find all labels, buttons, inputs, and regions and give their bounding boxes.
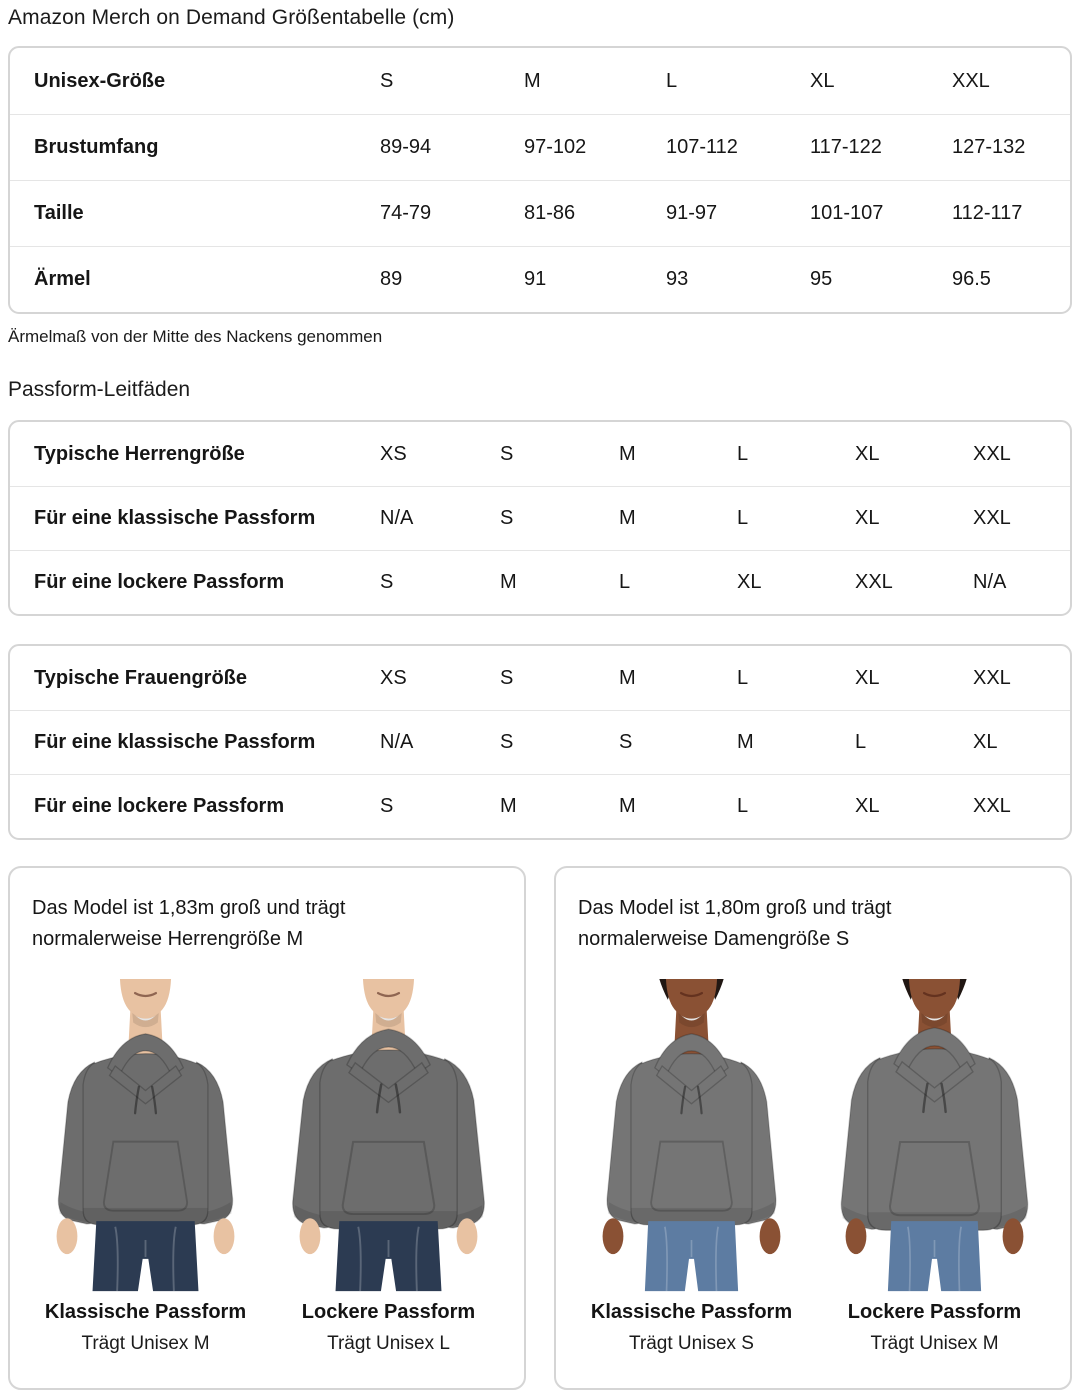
figure-caption bbox=[32, 1301, 259, 1355]
size-value-cell: 97-102 bbox=[524, 136, 587, 158]
size-value-cell: 107-112 bbox=[666, 136, 738, 158]
size-value-cell: M bbox=[619, 795, 636, 817]
caption-subtitle: Trägt Unisex L bbox=[327, 1333, 450, 1354]
row-label: Ärmel bbox=[34, 268, 91, 290]
model-figure bbox=[603, 979, 781, 1291]
table-row-chest bbox=[10, 114, 1070, 180]
caption-subtitle: Trägt Unisex M bbox=[81, 1333, 210, 1354]
size-value-cell: M bbox=[619, 507, 636, 529]
size-value-cell: M bbox=[500, 795, 517, 817]
caption-title: Klassische Passform bbox=[590, 1301, 793, 1323]
caption-title: Lockere Passform bbox=[301, 1301, 476, 1323]
row-label-typische-herrengroesse: Typische Herrengröße bbox=[34, 442, 245, 465]
size-col-header: M bbox=[524, 69, 541, 92]
size-value-cell: S bbox=[619, 731, 633, 753]
size-value-cell: 89 bbox=[380, 268, 403, 290]
size-value-cell: S bbox=[500, 507, 514, 529]
model-figures-row bbox=[32, 972, 502, 1355]
model-figure bbox=[841, 979, 1027, 1291]
size-value-cell: S bbox=[380, 795, 394, 817]
sleeve-measure-note: Ärmelmaß von der Mitte des Nackens genommen bbox=[8, 327, 383, 346]
size-value-cell: 101-107 bbox=[810, 202, 884, 224]
model-description bbox=[578, 893, 1048, 955]
row-label: Für eine lockere Passform bbox=[34, 795, 285, 817]
figure-caption bbox=[821, 1301, 1048, 1355]
size-value-cell: 112-117 bbox=[952, 202, 1023, 224]
row-label: Für eine klassische Passform bbox=[34, 731, 316, 753]
model-description bbox=[32, 893, 502, 955]
size-col-header: L bbox=[737, 666, 749, 689]
model-description-line2: normalerweise Damengröße S bbox=[578, 928, 850, 950]
caption-title: Lockere Passform bbox=[847, 1301, 1022, 1323]
size-value-cell: XXL bbox=[973, 795, 1011, 817]
size-value-cell: XL bbox=[973, 731, 998, 753]
row-label: Brustumfang bbox=[34, 136, 159, 158]
page-title: Amazon Merch on Demand Größentabelle (cm) bbox=[8, 6, 455, 29]
size-value-cell: 91-97 bbox=[666, 202, 718, 224]
model-photo-classic bbox=[32, 972, 259, 1298]
size-value-cell: XL bbox=[855, 507, 880, 529]
size-value-cell: 95 bbox=[810, 268, 833, 290]
size-value-cell: 96.5 bbox=[952, 268, 991, 290]
size-guide-page bbox=[8, 6, 1072, 1390]
table-row-classic-fit bbox=[10, 710, 1070, 774]
caption-subtitle: Trägt Unisex M bbox=[870, 1333, 999, 1354]
size-value-cell: XL bbox=[737, 571, 762, 593]
table-row-loose-fit bbox=[10, 774, 1070, 838]
model-photo-loose bbox=[275, 972, 502, 1298]
womens-fit-table bbox=[8, 644, 1072, 840]
classic-fit-figure bbox=[32, 972, 259, 1355]
size-col-header: XL bbox=[810, 69, 835, 92]
hoodie-model-figure bbox=[578, 972, 805, 1298]
size-col-header: XL bbox=[855, 442, 880, 465]
table-header-row bbox=[10, 48, 1070, 114]
model-cards bbox=[8, 866, 1072, 1390]
size-value-cell: L bbox=[855, 731, 867, 753]
model-photo-classic bbox=[578, 972, 805, 1298]
size-col-header: XXL bbox=[952, 69, 990, 92]
size-value-cell: 127-132 bbox=[952, 136, 1026, 158]
size-value-cell: S bbox=[380, 571, 394, 593]
size-value-cell: 81-86 bbox=[524, 202, 576, 224]
size-value-cell: M bbox=[500, 571, 517, 593]
size-col-header: M bbox=[619, 442, 636, 465]
fit-guides-title: Passform-Leitfäden bbox=[8, 378, 191, 401]
table-row-sleeve bbox=[10, 246, 1070, 312]
loose-fit-figure bbox=[275, 972, 502, 1355]
table-row-classic-fit bbox=[10, 486, 1070, 550]
model-figure bbox=[57, 979, 235, 1291]
table-row-loose-fit bbox=[10, 550, 1070, 614]
size-value-cell: XXL bbox=[855, 571, 893, 593]
size-col-header: L bbox=[737, 442, 749, 465]
size-value-cell: XXL bbox=[973, 507, 1011, 529]
classic-fit-figure bbox=[578, 972, 805, 1355]
model-figures-row bbox=[578, 972, 1048, 1355]
row-label: Taille bbox=[34, 202, 84, 224]
size-col-header: XXL bbox=[973, 442, 1011, 465]
size-value-cell: S bbox=[500, 731, 514, 753]
model-figure bbox=[293, 979, 485, 1291]
hoodie-model-figure bbox=[821, 972, 1048, 1298]
size-col-header: S bbox=[380, 69, 394, 92]
size-col-header: S bbox=[500, 442, 514, 465]
model-description-line1: Das Model ist 1,80m groß und trägt bbox=[578, 897, 892, 919]
size-col-header: M bbox=[619, 666, 636, 689]
size-value-cell: N/A bbox=[380, 731, 414, 753]
size-value-cell: N/A bbox=[380, 507, 414, 529]
size-value-cell: L bbox=[737, 795, 749, 817]
caption-subtitle: Trägt Unisex S bbox=[629, 1333, 754, 1354]
size-col-header: XS bbox=[380, 442, 407, 465]
loose-fit-figure bbox=[821, 972, 1048, 1355]
size-value-cell: L bbox=[619, 571, 631, 593]
caption-title: Klassische Passform bbox=[44, 1301, 247, 1323]
size-value-cell: M bbox=[737, 731, 754, 753]
row-label: Für eine klassische Passform bbox=[34, 507, 316, 529]
figure-caption bbox=[578, 1301, 805, 1355]
size-value-cell: 89-94 bbox=[380, 136, 432, 158]
size-value-cell: XL bbox=[855, 795, 880, 817]
model-photo-loose bbox=[821, 972, 1048, 1298]
size-value-cell: 91 bbox=[524, 268, 547, 290]
size-col-header: XS bbox=[380, 666, 407, 689]
mens-fit-table bbox=[8, 420, 1072, 616]
size-col-header: XL bbox=[855, 666, 880, 689]
table-header-row bbox=[10, 422, 1070, 486]
hoodie-model-figure bbox=[32, 972, 259, 1298]
table-row-waist bbox=[10, 180, 1070, 246]
figure-caption bbox=[275, 1301, 502, 1355]
row-label: Für eine lockere Passform bbox=[34, 571, 285, 593]
size-col-header: L bbox=[666, 69, 678, 92]
row-label-unisex-groesse: Unisex-Größe bbox=[34, 69, 166, 92]
womens-model-card bbox=[554, 866, 1072, 1390]
size-value-cell: 93 bbox=[666, 268, 689, 290]
size-value-cell: L bbox=[737, 507, 749, 529]
mens-model-card bbox=[8, 866, 526, 1390]
size-col-header: XXL bbox=[973, 666, 1011, 689]
size-value-cell: 117-122 bbox=[810, 136, 882, 158]
unisex-size-table bbox=[8, 46, 1072, 314]
hoodie-model-figure bbox=[275, 972, 502, 1298]
model-description-line2: normalerweise Herrengröße M bbox=[32, 928, 304, 950]
size-value-cell: N/A bbox=[973, 571, 1007, 593]
size-col-header: S bbox=[500, 666, 514, 689]
table-header-row bbox=[10, 646, 1070, 710]
model-description-line1: Das Model ist 1,83m groß und trägt bbox=[32, 897, 346, 919]
size-value-cell: 74-79 bbox=[380, 202, 432, 224]
row-label-typische-frauengroesse: Typische Frauengröße bbox=[34, 666, 248, 689]
